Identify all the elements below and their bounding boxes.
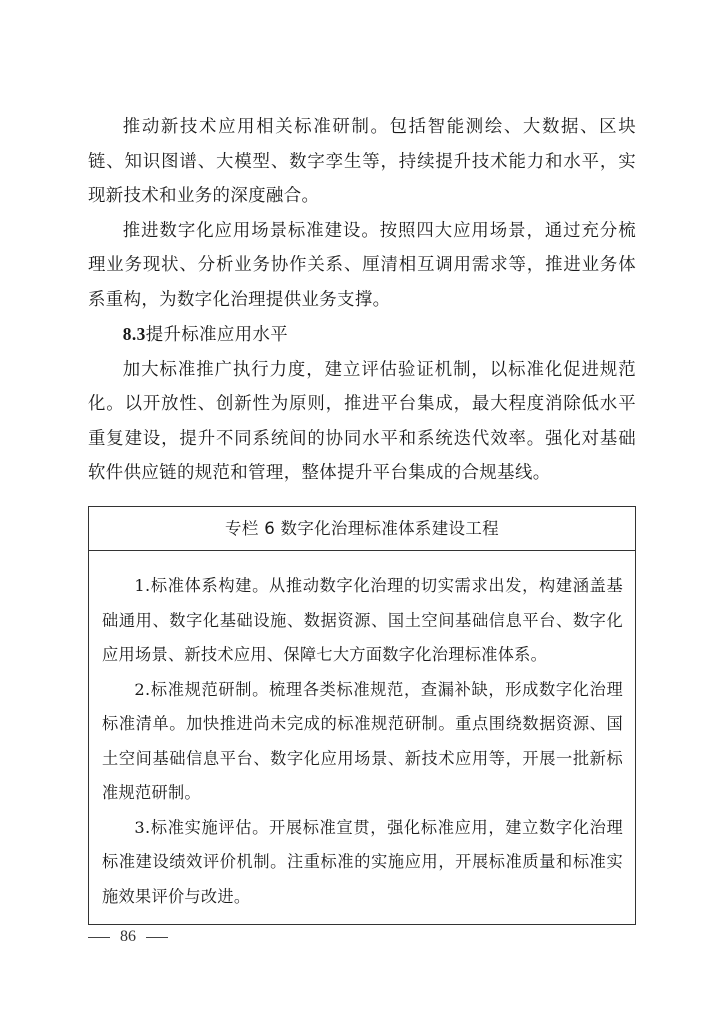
column-box-item: 3.标准实施评估。开展标准宣贯，强化标准应用，建立数字化治理标准建设绩效评价机制。注重标准的实施应用，开展标准质量和标准实施效果评价与改进。 xyxy=(102,817,623,906)
column-box xyxy=(88,506,636,925)
section-heading xyxy=(88,317,636,353)
section-number: 8.3 xyxy=(122,324,146,344)
column-box-item: 1.标准体系构建。从推动数字化治理的切实需求出发，构建涵盖基础通用、数字化基础设施、数据资源、国土空间基础信息平台、数字化应用场景、新技术应用、保障七大方面数字化治理标准体系。 xyxy=(102,576,623,664)
page-number: 86 xyxy=(120,928,136,945)
column-box-title: 专栏 6 数字化治理标准体系建设工程 xyxy=(89,507,635,551)
body-paragraph: 推进数字化应用场景标准建设。按照四大应用场景，通过充分梳理业务现状、分析业务协作关系、厘清相互调用需求等，推进业务体系重构，为数字化治理提供业务支撑。 xyxy=(88,220,636,310)
footer-dash-left xyxy=(88,937,110,938)
footer-dash-right xyxy=(146,937,168,938)
column-box-body xyxy=(89,551,635,924)
section-title: 提升标准应用水平 xyxy=(145,325,289,345)
section-paragraph: 加大标准推广执行力度，建立评估验证机制，以标准化促进规范化。以开放性、创新性为原则，推进平台集成，最大程度消除低水平重复建设，提升不同系统间的协同水平和系统迭代效率。强化对基础软件供应链的规范和管理，整体提升平台集成的合规基线。 xyxy=(88,359,636,483)
column-box-item: 2.标准规范研制。梳理各类标准规范，查漏补缺，形成数字化治理标准清单。加快推进尚未完成的标准规范研制。重点围绕数据资源、国土空间基础信息平台、数字化应用场景、新技术应用等，开展一批新标准规范研制。 xyxy=(102,679,623,802)
page-footer xyxy=(88,928,168,946)
document-body xyxy=(88,110,636,491)
body-paragraph: 推动新技术应用相关标准研制。包括智能测绘、大数据、区块链、知识图谱、大模型、数字孪生等，持续提升技术能力和水平，实现新技术和业务的深度融合。 xyxy=(88,117,636,206)
